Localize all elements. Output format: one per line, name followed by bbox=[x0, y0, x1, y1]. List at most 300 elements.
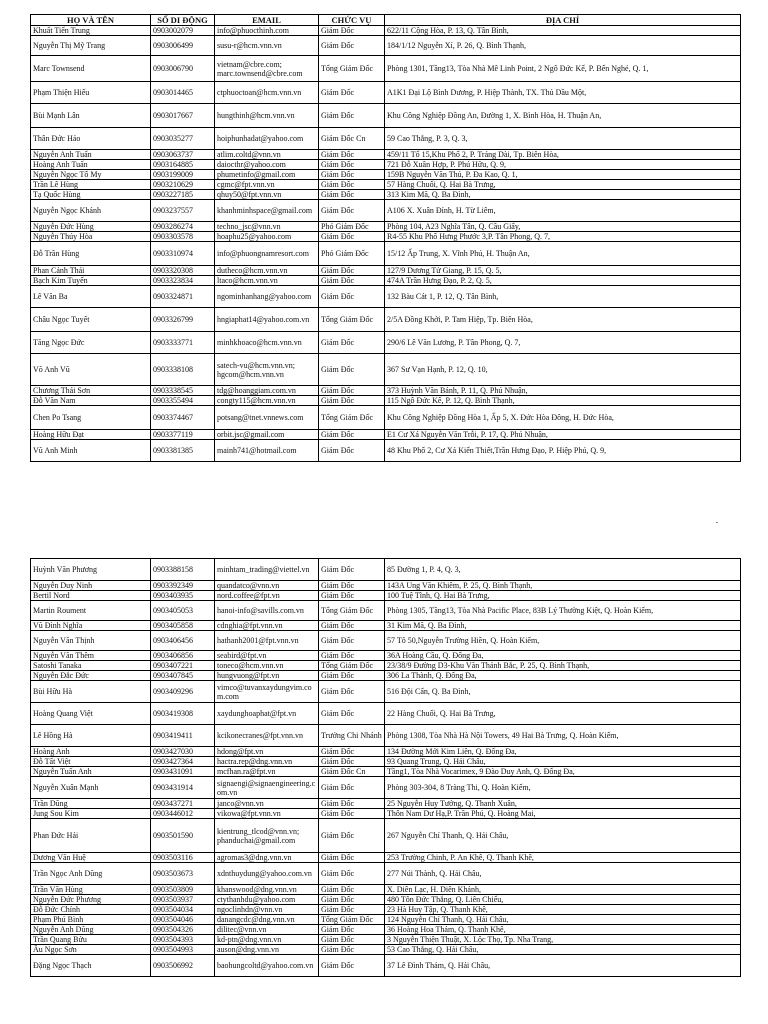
cell-email: agromas3@dng.vnn.vn bbox=[215, 853, 319, 863]
cell-address: 459/11 Tổ 15,Khu Phố 2, P. Trảng Dài, Tp. Biên Hòa, bbox=[385, 150, 741, 160]
cell-position: Giám Đốc bbox=[319, 232, 385, 242]
cell-name: Nguyễn Tuấn Anh bbox=[31, 767, 151, 777]
contacts-table-2 bbox=[30, 558, 741, 977]
table-row bbox=[31, 104, 741, 128]
cell-mobile: 0903446012 bbox=[151, 809, 215, 819]
cell-position: Phó Giám Đốc bbox=[319, 242, 385, 266]
cell-email: auson@dng.vnn.vn bbox=[215, 945, 319, 955]
cell-position: Tổng Giám Đốc bbox=[319, 915, 385, 925]
cell-mobile: 0903199009 bbox=[151, 170, 215, 180]
cell-mobile: 0903407221 bbox=[151, 661, 215, 671]
table-row bbox=[31, 799, 741, 809]
cell-position: Tổng Giám Đốc bbox=[319, 406, 385, 430]
cell-address: 480 Tôn Đức Thắng, Q. Liên Chiểu, bbox=[385, 895, 741, 905]
cell-address: 53 Cao Thắng, Q. Hải Châu, bbox=[385, 945, 741, 955]
cell-email: hungthinh@hcm.vnn.vn bbox=[215, 104, 319, 128]
table-row bbox=[31, 26, 741, 36]
cell-name: Nguyễn Đắc Đức bbox=[31, 671, 151, 681]
cell-mobile: 0903501590 bbox=[151, 819, 215, 853]
cell-mobile: 0903504393 bbox=[151, 935, 215, 945]
cell-mobile: 0903237557 bbox=[151, 200, 215, 222]
cell-email: hngiaphat14@yahoo.com.vn bbox=[215, 308, 319, 332]
cell-email: hactra.rep@dng.vnn.vn bbox=[215, 757, 319, 767]
cell-position: Trưởng Chi Nhánh bbox=[319, 725, 385, 747]
table-row bbox=[31, 82, 741, 104]
cell-address: 721 Đỗ Xuân Hợp, P. Phú Hữu, Q. 9, bbox=[385, 160, 741, 170]
table-row bbox=[31, 681, 741, 703]
cell-name: Đỗ Đức Chính bbox=[31, 905, 151, 915]
table-row bbox=[31, 308, 741, 332]
cell-name: Bùi Mạnh Lân bbox=[31, 104, 151, 128]
cell-name: Võ Anh Vũ bbox=[31, 354, 151, 386]
cell-mobile: 0903210629 bbox=[151, 180, 215, 190]
table-row bbox=[31, 200, 741, 222]
cell-position: Giám Đốc bbox=[319, 935, 385, 945]
cell-mobile: 0903503937 bbox=[151, 895, 215, 905]
table-row bbox=[31, 160, 741, 170]
cell-name: Martin Roument bbox=[31, 601, 151, 621]
cell-position: Giám Đốc bbox=[319, 440, 385, 462]
table-row bbox=[31, 955, 741, 977]
cell-position: Giám Đốc bbox=[319, 160, 385, 170]
cell-address: 25 Nguyễn Huy Tưởng, Q. Thanh Xuân, bbox=[385, 799, 741, 809]
cell-address: 85 Đường 1, P. 4, Q. 3, bbox=[385, 559, 741, 581]
cell-position: Giám Đốc bbox=[319, 945, 385, 955]
cell-name: Phạm Thiện Hiếu bbox=[31, 82, 151, 104]
cell-email: khanswood@dng.vnn.vn bbox=[215, 885, 319, 895]
cell-mobile: 0903506992 bbox=[151, 955, 215, 977]
cell-mobile: 0903431914 bbox=[151, 777, 215, 799]
cell-address: 15/12 Ấp Trung, X. Vĩnh Phú, H. Thuận An, bbox=[385, 242, 741, 266]
cell-address: 290/6 Lê Văn Lương, P. Tân Phong, Q. 7, bbox=[385, 332, 741, 354]
cell-mobile: 0903503809 bbox=[151, 885, 215, 895]
table-row bbox=[31, 232, 741, 242]
cell-address: 2/5A Đồng Khởi, P. Tam Hiệp, Tp. Biên Hòa, bbox=[385, 308, 741, 332]
cell-mobile: 0903017667 bbox=[151, 104, 215, 128]
cell-position: Giám Đốc bbox=[319, 863, 385, 885]
table-row bbox=[31, 915, 741, 925]
cell-email: hdong@fpt.vn bbox=[215, 747, 319, 757]
cell-address: Khu Công Nghiệp Đồng An, Đường 1, X. Bình Hòa, H. Thuận An, bbox=[385, 104, 741, 128]
cell-position: Giám Đốc bbox=[319, 354, 385, 386]
cell-mobile: 0903326799 bbox=[151, 308, 215, 332]
cell-position: Giám Đốc bbox=[319, 286, 385, 308]
table-row bbox=[31, 396, 741, 406]
cell-address: Tầng1, Tòa Nhà Vocarimex, 9 Đào Duy Anh, Q. Đống Đa, bbox=[385, 767, 741, 777]
header-email: EMAIL bbox=[215, 15, 319, 26]
cell-name: Nguyễn Ngọc Khánh bbox=[31, 200, 151, 222]
table-row bbox=[31, 905, 741, 915]
cell-email: mainh741@hotmail.com bbox=[215, 440, 319, 462]
cell-name: Vũ Đình Nghĩa bbox=[31, 621, 151, 631]
stray-mark bbox=[716, 522, 718, 523]
cell-email: quandatco@vnn.vn bbox=[215, 581, 319, 591]
cell-address: 143A Ung Văn Khiêm, P. 25, Q. Bình Thạnh, bbox=[385, 581, 741, 591]
table-row bbox=[31, 895, 741, 905]
cell-name: Marc Townsend bbox=[31, 56, 151, 82]
cell-mobile: 0903504034 bbox=[151, 905, 215, 915]
cell-email: info@phuongnamresort.com bbox=[215, 242, 319, 266]
cell-address: 23/38/9 Đường D3-Khu Văn Thánh Bắc, P. 25, Q. Bình Thạnh, bbox=[385, 661, 741, 671]
cell-address: 36 Hoàng Hoa Thám, Q. Thanh Khê, bbox=[385, 925, 741, 935]
cell-name: Hoàng Hữu Đạt bbox=[31, 430, 151, 440]
cell-position: Giám Đốc bbox=[319, 581, 385, 591]
cell-position: Giám Đốc bbox=[319, 925, 385, 935]
cell-position: Giám Đốc Cn bbox=[319, 128, 385, 150]
cell-email: vietnam@cbre.com; marc.townsend@cbre.com bbox=[215, 56, 319, 82]
table-row bbox=[31, 180, 741, 190]
cell-email: janco@vnn.vn bbox=[215, 799, 319, 809]
cell-mobile: 0903286274 bbox=[151, 222, 215, 232]
cell-name: Jung Sou Kim bbox=[31, 809, 151, 819]
cell-mobile: 0903405053 bbox=[151, 601, 215, 621]
table-row bbox=[31, 440, 741, 462]
cell-address: 57 Hàng Chuối, Q. Hai Bà Trưng, bbox=[385, 180, 741, 190]
cell-position: Giám Đốc bbox=[319, 332, 385, 354]
table-row bbox=[31, 777, 741, 799]
cell-address: Phòng 1308, Tòa Nhà Hà Nội Towers, 49 Hai Bà Trưng, Q. Hoàn Kiếm, bbox=[385, 725, 741, 747]
cell-name: Nguyễn Xuân Mạnh bbox=[31, 777, 151, 799]
cell-mobile: 0903338108 bbox=[151, 354, 215, 386]
cell-email: khanhminhspace@gmail.com bbox=[215, 200, 319, 222]
table-row bbox=[31, 242, 741, 266]
cell-position: Giám Đốc bbox=[319, 150, 385, 160]
cell-email: hoaphu25@yahoo.com bbox=[215, 232, 319, 242]
cell-position: Giám Đốc bbox=[319, 430, 385, 440]
cell-position: Giám Đốc Cn bbox=[319, 767, 385, 777]
cell-position: Giám Đốc bbox=[319, 757, 385, 767]
table-header-row bbox=[31, 15, 741, 26]
table-row bbox=[31, 591, 741, 601]
cell-address: E1 Cư Xá Nguyễn Văn Trỗi, P. 17, Q. Phú Nhuận, bbox=[385, 430, 741, 440]
cell-address: 23 Hà Huy Tập, Q. Thanh Khê, bbox=[385, 905, 741, 915]
cell-name: Âu Ngọc Sơn bbox=[31, 945, 151, 955]
cell-address: 253 Trường Chinh, P. An Khê, Q. Thanh Khê, bbox=[385, 853, 741, 863]
cell-name: Bạch Kim Tuyến bbox=[31, 276, 151, 286]
header-address: ĐỊA CHỈ bbox=[385, 15, 741, 26]
contacts-table-1 bbox=[30, 14, 741, 462]
cell-email: orbit.jsc@gmail.com bbox=[215, 430, 319, 440]
cell-mobile: 0903503116 bbox=[151, 853, 215, 863]
cell-email: potsang@tnet.vnnews.com bbox=[215, 406, 319, 430]
cell-email: ctythanhdu@yahoo.com bbox=[215, 895, 319, 905]
cell-mobile: 0903419411 bbox=[151, 725, 215, 747]
cell-address: 367 Sư Vạn Hạnh, P. 12, Q. 10, bbox=[385, 354, 741, 386]
cell-address: A1K1 Đại Lộ Bình Dương, P. Hiệp Thành, TX. Thủ Dầu Một, bbox=[385, 82, 741, 104]
cell-email: ltaco@hcm.vnn.vn bbox=[215, 276, 319, 286]
cell-email: minhtam_trading@viettel.vn bbox=[215, 559, 319, 581]
cell-position: Giám Đốc bbox=[319, 82, 385, 104]
cell-email: cgmc@fpt.vnn.vn bbox=[215, 180, 319, 190]
cell-email: danangcdc@dng.vnn.vn bbox=[215, 915, 319, 925]
cell-name: Huỳnh Văn Phương bbox=[31, 559, 151, 581]
cell-name: Nguyễn Văn Thêm bbox=[31, 651, 151, 661]
table-row bbox=[31, 150, 741, 160]
table-row bbox=[31, 430, 741, 440]
cell-name: Châu Ngọc Tuyết bbox=[31, 308, 151, 332]
cell-mobile: 0903392349 bbox=[151, 581, 215, 591]
table-row bbox=[31, 863, 741, 885]
table-body bbox=[31, 559, 741, 977]
cell-position: Giám Đốc bbox=[319, 621, 385, 631]
cell-mobile: 0903403935 bbox=[151, 591, 215, 601]
cell-position: Phó Giám Đốc bbox=[319, 222, 385, 232]
cell-mobile: 0903406456 bbox=[151, 631, 215, 651]
cell-email: hungvuong@fpt.vn bbox=[215, 671, 319, 681]
cell-name: Tăng Ngọc Đức bbox=[31, 332, 151, 354]
cell-name: Phan Đức Hải bbox=[31, 819, 151, 853]
cell-mobile: 0903427030 bbox=[151, 747, 215, 757]
cell-email: mcfhan.ra@fpt.vn bbox=[215, 767, 319, 777]
cell-address: 516 Đội Cấn, Q. Ba Đình, bbox=[385, 681, 741, 703]
table-row bbox=[31, 621, 741, 631]
table-row bbox=[31, 36, 741, 56]
table-row bbox=[31, 286, 741, 308]
cell-position: Giám Đốc bbox=[319, 651, 385, 661]
cell-address: 59 Cao Thắng, P. 3, Q. 3, bbox=[385, 128, 741, 150]
table-row bbox=[31, 651, 741, 661]
cell-name: Vũ Anh Minh bbox=[31, 440, 151, 462]
cell-mobile: 0903002079 bbox=[151, 26, 215, 36]
cell-email: nord.coffee@fpt.vn bbox=[215, 591, 319, 601]
cell-mobile: 0903407845 bbox=[151, 671, 215, 681]
cell-mobile: 0903323834 bbox=[151, 276, 215, 286]
cell-mobile: 0903431091 bbox=[151, 767, 215, 777]
table-row bbox=[31, 661, 741, 671]
cell-mobile: 0903227185 bbox=[151, 190, 215, 200]
cell-address: 36A Hoàng Cầu, Q. Đống Đa, bbox=[385, 651, 741, 661]
cell-mobile: 0903063737 bbox=[151, 150, 215, 160]
cell-name: Bùi Hữu Hà bbox=[31, 681, 151, 703]
cell-address: 22 Hàng Chuối, Q. Hai Bà Trưng, bbox=[385, 703, 741, 725]
table-row bbox=[31, 266, 741, 276]
cell-position: Giám Đốc bbox=[319, 809, 385, 819]
cell-mobile: 0903504046 bbox=[151, 915, 215, 925]
cell-name: Lê Hồng Hà bbox=[31, 725, 151, 747]
cell-position: Giám Đốc bbox=[319, 26, 385, 36]
cell-name: Khuất Tiến Trung bbox=[31, 26, 151, 36]
cell-mobile: 0903303578 bbox=[151, 232, 215, 242]
cell-mobile: 0903014465 bbox=[151, 82, 215, 104]
cell-name: Trần Ngọc Anh Dũng bbox=[31, 863, 151, 885]
cell-address: 132 Bàu Cát 1, P. 12, Q. Tân Bình, bbox=[385, 286, 741, 308]
table-row bbox=[31, 819, 741, 853]
cell-address: A106 X. Xuân Đỉnh, H. Từ Liêm, bbox=[385, 200, 741, 222]
cell-address: Phòng 104, A23 Nghĩa Tân, Q. Cầu Giấy, bbox=[385, 222, 741, 232]
cell-address: 100 Tuệ Tĩnh, Q. Hai Bà Trưng, bbox=[385, 591, 741, 601]
table-row bbox=[31, 885, 741, 895]
cell-mobile: 0903006790 bbox=[151, 56, 215, 82]
cell-position: Giám Đốc bbox=[319, 895, 385, 905]
cell-name: Đặng Ngọc Thạch bbox=[31, 955, 151, 977]
table-row bbox=[31, 725, 741, 747]
cell-mobile: 0903503673 bbox=[151, 863, 215, 885]
cell-email: kd-ptn@dng.vnn.vn bbox=[215, 935, 319, 945]
cell-email: seabird@fpt.vn bbox=[215, 651, 319, 661]
cell-mobile: 0903320308 bbox=[151, 266, 215, 276]
table-row bbox=[31, 276, 741, 286]
cell-email: congty115@hcm.vnn.vn bbox=[215, 396, 319, 406]
table-row bbox=[31, 190, 741, 200]
cell-mobile: 0903164885 bbox=[151, 160, 215, 170]
table-row bbox=[31, 56, 741, 82]
cell-email: dutheco@hcm.vnn.vn bbox=[215, 266, 319, 276]
cell-email: daiocthr@yahoo.com bbox=[215, 160, 319, 170]
table-row bbox=[31, 935, 741, 945]
table-row bbox=[31, 945, 741, 955]
cell-mobile: 0903381385 bbox=[151, 440, 215, 462]
table-row bbox=[31, 354, 741, 386]
cell-address: 127/9 Dương Tử Giang, P. 15, Q. 5, bbox=[385, 266, 741, 276]
cell-position: Giám Đốc bbox=[319, 681, 385, 703]
cell-email: hathanh2001@fpt.vnn.vn bbox=[215, 631, 319, 651]
cell-address: 373 Huỳnh Văn Bánh, P. 11, Q. Phú Nhuận, bbox=[385, 386, 741, 396]
cell-email: xaydunghoaphat@fpt.vn bbox=[215, 703, 319, 725]
cell-mobile: 0903409296 bbox=[151, 681, 215, 703]
table-row bbox=[31, 757, 741, 767]
cell-email: susu-r@hcm.vnn.vn bbox=[215, 36, 319, 56]
cell-email: kcikonecranes@fpt.vnn.vn bbox=[215, 725, 319, 747]
cell-position: Giám Đốc bbox=[319, 396, 385, 406]
cell-name: Thân Đức Hảo bbox=[31, 128, 151, 150]
cell-mobile: 0903388158 bbox=[151, 559, 215, 581]
cell-address: 124 Nguyễn Chí Thanh, Q. Hải Châu, bbox=[385, 915, 741, 925]
cell-address: X. Diên Lạc, H. Diên Khánh, bbox=[385, 885, 741, 895]
table-row bbox=[31, 703, 741, 725]
cell-name: Phan Cảnh Thái bbox=[31, 266, 151, 276]
table-row bbox=[31, 332, 741, 354]
cell-mobile: 0903333771 bbox=[151, 332, 215, 354]
cell-position: Giám Đốc bbox=[319, 559, 385, 581]
cell-name: Đỗ Tất Việt bbox=[31, 757, 151, 767]
cell-address: 134 Đường Mới Kim Liên, Q. Đống Đa, bbox=[385, 747, 741, 757]
cell-address: 267 Nguyễn Chí Thanh, Q. Hải Châu, bbox=[385, 819, 741, 853]
cell-address: Khu Công Nghiệp Đồng Hòa 1, Ấp 5, X. Đức Hòa Đông, H. Đức Hòa, bbox=[385, 406, 741, 430]
cell-mobile: 0903504993 bbox=[151, 945, 215, 955]
cell-email: vimco@tuvanxaydungvim.com.com bbox=[215, 681, 319, 703]
cell-name: Trần Quang Bửu bbox=[31, 935, 151, 945]
cell-name: Satoshi Tanaka bbox=[31, 661, 151, 671]
table-row bbox=[31, 925, 741, 935]
table-row bbox=[31, 747, 741, 757]
cell-position: Tổng Giám Đốc bbox=[319, 308, 385, 332]
cell-email: hanoi-info@savills.com.vn bbox=[215, 601, 319, 621]
cell-email: qhuy50@fpt.vnn.vn bbox=[215, 190, 319, 200]
cell-name: Lê Văn Ba bbox=[31, 286, 151, 308]
cell-mobile: 0903419308 bbox=[151, 703, 215, 725]
cell-address: 277 Núi Thành, Q. Hải Châu, bbox=[385, 863, 741, 885]
table-row bbox=[31, 809, 741, 819]
cell-name: Hoàng Anh Tuấn bbox=[31, 160, 151, 170]
cell-name: Nguyễn Thị Mỹ Trang bbox=[31, 36, 151, 56]
cell-address: 115 Ngô Đức Kế, P. 12, Q. Bình Thạnh, bbox=[385, 396, 741, 406]
table-row bbox=[31, 767, 741, 777]
cell-email: ngoclinhdn@vnn.vn bbox=[215, 905, 319, 915]
cell-email: satech-vu@hcm.vnn.vn; hgcom@hcm.vnn.vn bbox=[215, 354, 319, 386]
cell-mobile: 0903427364 bbox=[151, 757, 215, 767]
cell-address: 184/1/12 Nguyễn Xí, P. 26, Q. Bình Thạnh, bbox=[385, 36, 741, 56]
cell-email: kientrung_tlcod@vnn.vn; phanduchai@gmail.com bbox=[215, 819, 319, 853]
table-row bbox=[31, 170, 741, 180]
cell-name: Nguyễn Đức Hùng bbox=[31, 222, 151, 232]
cell-name: Dương Văn Huệ bbox=[31, 853, 151, 863]
cell-email: ctphuoctoan@hcm.vnn.vn bbox=[215, 82, 319, 104]
cell-address: Phòng 1301, Tầng13, Tòa Nhà Mê Linh Point, 2 Ngô Đức Kế, P. Bến Nghé, Q. 1, bbox=[385, 56, 741, 82]
cell-position: Giám Đốc bbox=[319, 386, 385, 396]
cell-address: 306 La Thành, Q. Đống Đa, bbox=[385, 671, 741, 681]
cell-name: Nguyễn Văn Thịnh bbox=[31, 631, 151, 651]
cell-position: Giám Đốc bbox=[319, 905, 385, 915]
cell-name: Đỗ Trần Hùng bbox=[31, 242, 151, 266]
cell-address: 48 Khu Phố 2, Cư Xá Kiến Thiết,Trần Hưng Đạo, P. Hiệp Phú, Q. 9, bbox=[385, 440, 741, 462]
cell-name: Nguyễn Anh Tuấn bbox=[31, 150, 151, 160]
cell-name: Nguyễn Ngọc Tố My bbox=[31, 170, 151, 180]
cell-address: Thôn Nam Dư Hạ,P. Trần Phú, Q. Hoàng Mai, bbox=[385, 809, 741, 819]
cell-mobile: 0903405858 bbox=[151, 621, 215, 631]
cell-email: tdg@hoanggiam.com.vn bbox=[215, 386, 319, 396]
cell-position: Tổng Giám Đốc bbox=[319, 661, 385, 671]
cell-mobile: 0903035277 bbox=[151, 128, 215, 150]
cell-mobile: 0903437271 bbox=[151, 799, 215, 809]
cell-name: Chương Thái Sơn bbox=[31, 386, 151, 396]
cell-position: Giám Đốc bbox=[319, 671, 385, 681]
table-row bbox=[31, 559, 741, 581]
cell-position: Giám Đốc bbox=[319, 631, 385, 651]
table-body bbox=[31, 26, 741, 462]
cell-position: Giám Đốc bbox=[319, 200, 385, 222]
cell-position: Giám Đốc bbox=[319, 591, 385, 601]
cell-address: R4-55 Khu Phố Hưng Phước 3,P. Tân Phong, Q. 7, bbox=[385, 232, 741, 242]
cell-position: Giám Đốc bbox=[319, 819, 385, 853]
cell-address: 93 Quang Trung, Q. Hải Châu, bbox=[385, 757, 741, 767]
cell-email: signaengi@signaengineering.com.vn bbox=[215, 777, 319, 799]
cell-email: phumetinfo@gmail.com bbox=[215, 170, 319, 180]
header-position: CHỨC VỤ bbox=[319, 15, 385, 26]
cell-position: Giám Đốc bbox=[319, 955, 385, 977]
cell-position: Giám Đốc bbox=[319, 190, 385, 200]
cell-address: 3 Nguyễn Thiện Thuật, X. Lộc Thọ, Tp. Nha Trang, bbox=[385, 935, 741, 945]
table-row bbox=[31, 581, 741, 591]
cell-name: Trần Lê Hùng bbox=[31, 180, 151, 190]
table-row bbox=[31, 128, 741, 150]
table-row bbox=[31, 222, 741, 232]
cell-email: toneco@hcm.vnn.vn bbox=[215, 661, 319, 671]
cell-email: info@phuocthinh.com bbox=[215, 26, 319, 36]
cell-email: cdnghia@fpt.vnn.vn bbox=[215, 621, 319, 631]
cell-mobile: 0903406856 bbox=[151, 651, 215, 661]
cell-name: Chen Po Tsang bbox=[31, 406, 151, 430]
cell-name: Hoàng Anh bbox=[31, 747, 151, 757]
cell-email: vikowa@fpt.vnn.vn bbox=[215, 809, 319, 819]
cell-name: Nguyễn Thúy Hòa bbox=[31, 232, 151, 242]
cell-mobile: 0903310974 bbox=[151, 242, 215, 266]
cell-mobile: 0903374467 bbox=[151, 406, 215, 430]
cell-mobile: 0903377119 bbox=[151, 430, 215, 440]
cell-email: techno_jsc@vnn.vn bbox=[215, 222, 319, 232]
cell-position: Tổng Giám Đốc bbox=[319, 601, 385, 621]
cell-name: Nguyễn Duy Ninh bbox=[31, 581, 151, 591]
cell-position: Giám Đốc bbox=[319, 747, 385, 757]
cell-name: Phạm Phú Bình bbox=[31, 915, 151, 925]
cell-position: Giám Đốc bbox=[319, 885, 385, 895]
cell-address: 159B Nguyễn Văn Thủ, P. Đa Kao, Q. 1, bbox=[385, 170, 741, 180]
cell-email: minhkhoaco@hcm.vnn.vn bbox=[215, 332, 319, 354]
table-row bbox=[31, 853, 741, 863]
cell-name: Nguyễn Anh Dũng bbox=[31, 925, 151, 935]
cell-name: Hoàng Quang Việt bbox=[31, 703, 151, 725]
cell-position: Giám Đốc bbox=[319, 36, 385, 56]
cell-address: 622/11 Cộng Hòa, P. 13, Q. Tân Bình, bbox=[385, 26, 741, 36]
